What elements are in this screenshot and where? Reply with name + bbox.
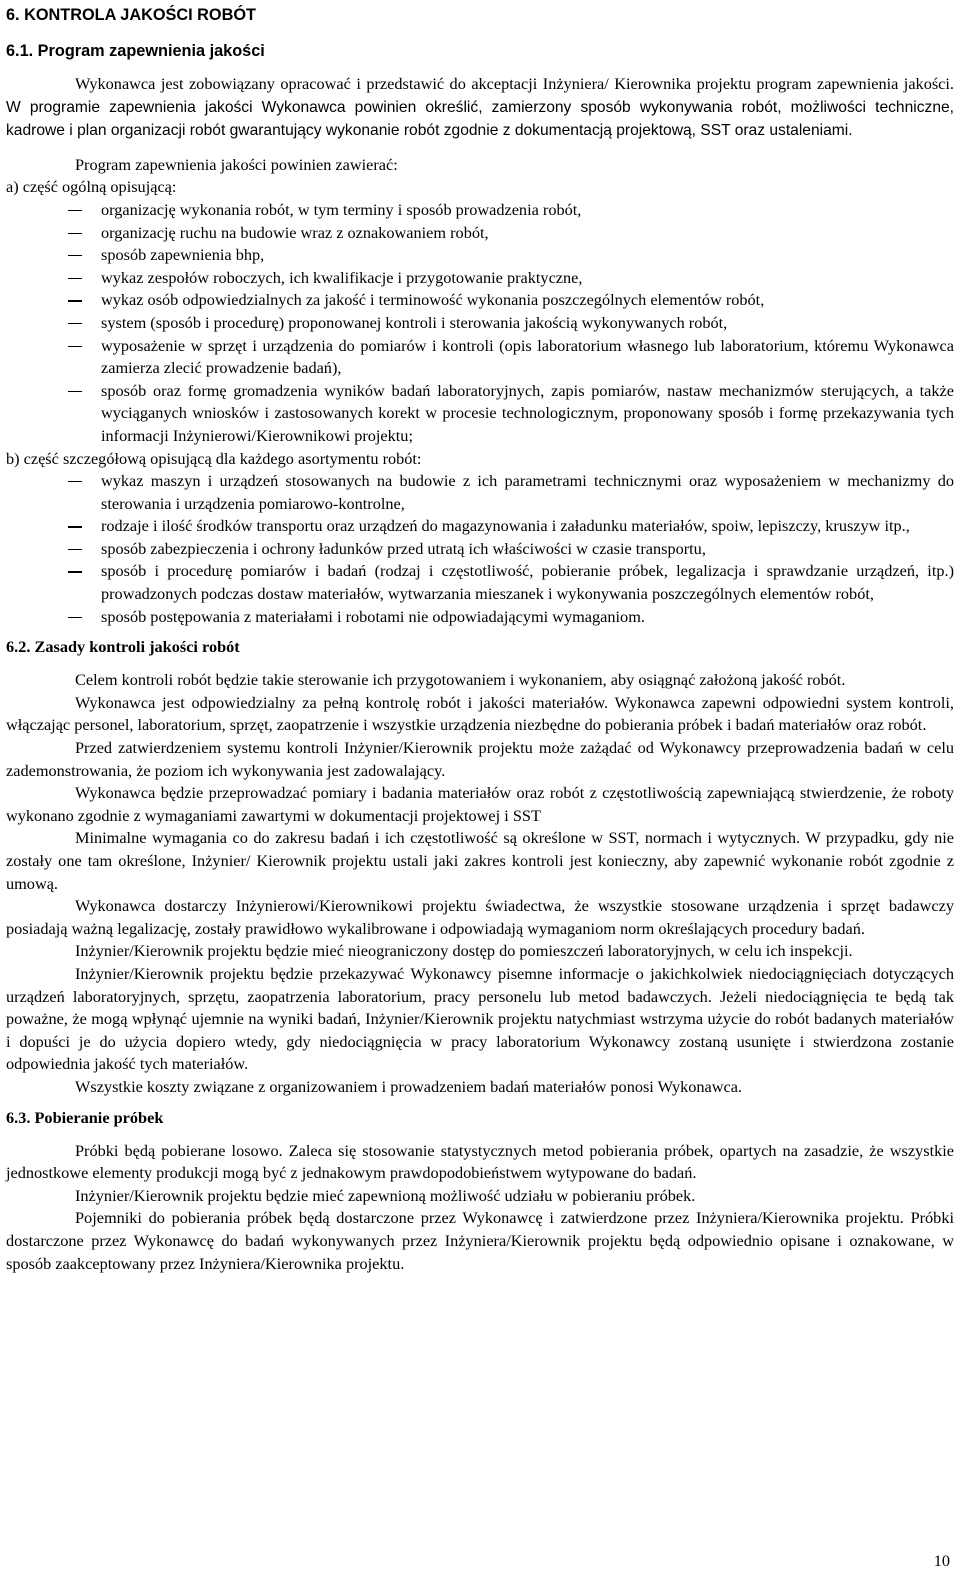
list-item: sposób i procedurę pomiarów i badań (rodzaj i częstotliwość, pobieranie próbek, legalizacja i sprawdzanie urządzeń, itp.) prowadzonych podczas dostaw materiałów, wytwarzania mieszanek i wykonywania poszczególnych elementów robót, <box>6 560 954 605</box>
paragraph: Pojemniki do pobierania próbek będą dostarczone przez Wykonawcę i zatwierdzone przez Inżyniera/Kierownika projektu. Próbki dostarczone przez Wykonawcę do badań wykonywanych przez Inżyniera/Kierownik projektu będą odpowiednio opisane i oznakowane, w sposób zaakceptowany przez Inżyniera/Kierownika projektu. <box>6 1208 954 1273</box>
document-page <box>6 4 954 1275</box>
paragraph: Celem kontroli robót będzie takie sterowanie ich przygotowaniem i wykonaniem, aby osiągnąć założoną jakość robót. <box>75 670 846 690</box>
intro-sans-text: W programie zapewnienia jakości Wykonawca powinien określić, zamierzony sposób wykonywania robót, możliwości techniczne, kadrowe i plan organizacji robót gwarantujący wykonanie robót zgodnie z dokumentacją projektową, SST oraz ustaleniami. <box>6 98 954 140</box>
paragraph: Inżynier/Kierownik projektu będzie mieć zapewnioną możliwość udziału w pobieraniu próbek. <box>75 1185 696 1205</box>
part-a-list <box>6 199 954 448</box>
paragraph: Wykonawca jest odpowiedzialny za pełną kontrolę robót i jakości materiałów. Wykonawca zapewni odpowiedni system kontroli, włączając personel, laboratorium, sprzęt, zaopatrzenie i wszystkie urządzenia niezbędne do pobierania próbek i badań materiałów oraz robót. <box>6 692 954 735</box>
paragraph: Próbki będą pobierane losowo. Zaleca się stosowanie statystycznych metod pobierania próbek, opartych na zasadzie, że wszystkie jednostkowe elementy produkcji mogą być z jednakowym prawdopodobieństwem wytypowane do badań. <box>6 1140 954 1183</box>
paragraph: Wszystkie koszty związane z organizowaniem i prowadzeniem badań materiałów ponosi Wykonawca. <box>75 1076 743 1096</box>
list-item: rodzaje i ilość środków transportu oraz urządzeń do magazynowania i załadunku materiałów, spoiw, lepiszczy, kruszyw itp., <box>6 515 954 538</box>
section-6-2-heading: 6.2. Zasady kontroli jakości robót <box>6 637 240 657</box>
paragraph: Przed zatwierdzeniem systemu kontroli Inżynier/Kierownik projektu może zażądać od Wykonawcy przeprowadzenia badań w celu zademonstrowania, że poziom ich wykonywania jest zadowalający. <box>6 738 954 780</box>
paragraph-intro <box>6 73 954 143</box>
list-item: system (sposób i procedurę) proponowanej kontroli i sterowania jakością wykonywanych robót, <box>6 312 954 335</box>
list-item: wykaz osób odpowiedzialnych za jakość i terminowość wykonania poszczególnych elementów robót, <box>6 289 954 312</box>
program-intro: Program zapewnienia jakości powinien zawierać: <box>75 154 398 174</box>
list-item: organizację wykonania robót, w tym terminy i sposób prowadzenia robót, <box>6 199 954 222</box>
list-item: sposób postępowania z materiałami i robotami nie odpowiadającymi wymaganiom. <box>6 606 954 629</box>
part-a-label: a) część ogólną opisującą: <box>6 177 177 197</box>
list-item: sposób zabezpieczenia i ochrony ładunków przed utratą ich właściwości w czasie transportu, <box>6 538 954 561</box>
list-item: wykaz zespołów roboczych, ich kwalifikacje i przygotowanie praktyczne, <box>6 267 954 290</box>
paragraph: Inżynier/Kierownik projektu będzie przekazywać Wykonawcy pisemne informacje o jakichkolwiek niedociągnięciach dotyczących urządzeń laboratoryjnych, sprzętu, zaopatrzenia laboratorium, pracy personelu lub metod badawczych. Jeżeli niedociągnięcia te będą tak poważne, że mogą wpłynąć ujemnie na wyniki badań, Inżynier/Kierownik projektu natychmiast wstrzyma użycie do robót badanych materiałów i dopuści je do użycia dopiero wtedy, gdy niedociągnięcia w pracy laboratorium Wykonawcy zostaną usunięte i stwierdzona zostanie odpowiednia jakość tych materiałów. <box>6 963 954 1074</box>
section-6-3-heading: 6.3. Pobieranie próbek <box>6 1107 164 1127</box>
list-item: organizację ruchu na budowie wraz z oznakowaniem robót, <box>6 222 954 245</box>
page-number: 10 <box>933 1551 950 1570</box>
part-b-list <box>6 470 954 628</box>
list-item: sposób oraz formę gromadzenia wyników badań laboratoryjnych, zapis pomiarów, nastaw mechanizmów sterujących, a także wyciąganych wniosków i zastosowanych korekt w procesie technologicznym, proponowany sposób i formę przekazywania tych informacji Inżynierowi/Kierownikowi projektu; <box>6 380 954 448</box>
paragraph: Wykonawca będzie przeprowadzać pomiary i badania materiałów oraz robót z częstotliwością zapewniającą stwierdzenie, że roboty wykonano zgodnie z wymaganiami zawartymi w dokumentacji projektowej i SST <box>6 783 954 825</box>
list-item: wyposażenie w sprzęt i urządzenia do pomiarów i kontroli (opis laboratorium własnego lub laboratorium, któremu Wykonawca zamierza zlecić prowadzenie badań), <box>6 335 954 380</box>
paragraph: Inżynier/Kierownik projektu będzie mieć nieograniczony dostęp do pomieszczeń laboratoryjnych, w celu ich inspekcji. <box>75 941 853 961</box>
section-6-1-heading: 6.1. Program zapewnienia jakości <box>6 42 265 60</box>
part-b-label: b) część szczegółową opisującą dla każdego asortymentu robót: <box>6 448 422 468</box>
list-item: wykaz maszyn i urządzeń stosowanych na budowie z ich parametrami technicznymi oraz wyposażeniem w mechanizmy do sterowania i urządzenia pomiarowo-kontrolne, <box>6 470 954 515</box>
paragraph: Wykonawca dostarczy Inżynierowi/Kierownikowi projektu świadectwa, że wszystkie stosowane urządzenia i sprzęt badawczy posiadają ważną legalizację, zostały prawidłowo wykalibrowane i odpowiadają wymaganiom norm określających procedury badań. <box>6 896 954 938</box>
chapter-title: 6. KONTROLA JAKOŚCI ROBÓT <box>6 6 256 24</box>
paragraph: Minimalne wymagania co do zakresu badań i ich częstotliwość są określone w SST, normach i wytycznych. W przypadku, gdy nie zostały one tam określone, Inżynier/ Kierownik projektu ustali jaki zakres kontroli jest konieczny, aby zapewnić wykonanie robót zgodnie z umową. <box>6 828 954 893</box>
intro-serif-text: Wykonawca jest zobowiązany opracować i przedstawić do akceptacji Inżyniera/ Kierownika projektu program zapewnienia jakości. <box>75 74 954 93</box>
list-item: sposób zapewnienia bhp, <box>6 244 954 267</box>
